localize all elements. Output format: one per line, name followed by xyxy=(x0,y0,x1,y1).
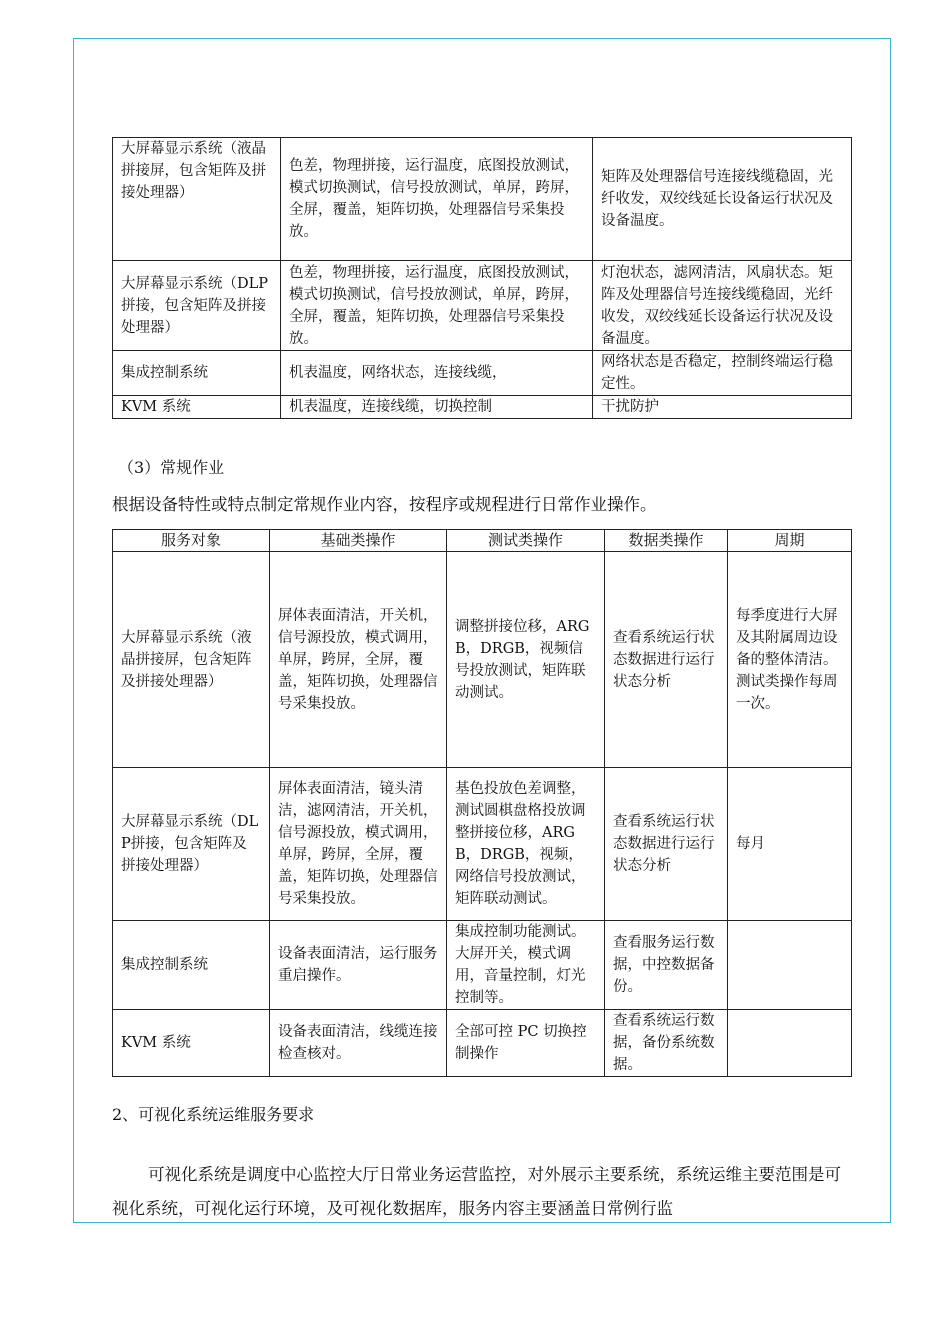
table-cell: 屏体表面清洁，镜头清洁，滤网清洁，开关机，信号源投放，模式调用，单屏，跨屏，全屏，覆盖，矩阵切换，处理器信号采集投放。 xyxy=(270,768,447,921)
section-heading: （3）常规作业 xyxy=(118,458,225,477)
column-header: 数据类操作 xyxy=(605,530,728,552)
table-cell: 矩阵及处理器信号连接线缆稳固，光纤收发，双绞线延长设备运行状况及设备温度。 xyxy=(593,138,852,261)
table-cell: 屏体表面清洁，开关机，信号源投放，模式调用，单屏，跨屏，全屏，覆盖，矩阵切换，处理器信号采集投放。 xyxy=(270,552,447,768)
table-row xyxy=(113,1010,852,1077)
table-cell: 色差，物理拼接，运行温度，底图投放测试，模式切换测试，信号投放测试，单屏，跨屏，全屏，覆盖，矩阵切换，处理器信号采集投放。 xyxy=(281,261,593,351)
table-cell xyxy=(728,921,852,1010)
table-cell: 大屏幕显示系统（DLP 拼接，包含矩阵及拼接处理器） xyxy=(113,261,281,351)
table-cell: 干扰防护 xyxy=(593,396,852,419)
table-cell: 大屏幕显示系统（液晶拼接屏，包含矩阵及拼接处理器） xyxy=(113,138,281,261)
table-row xyxy=(113,396,852,419)
table-cell: KVM 系统 xyxy=(113,396,281,419)
table-cell: 全部可控 PC 切换控制操作 xyxy=(447,1010,605,1077)
table-cell: 集成控制系统 xyxy=(113,921,270,1010)
table-row xyxy=(113,552,852,768)
column-header: 周期 xyxy=(728,530,852,552)
body-paragraph: 可视化系统是调度中心监控大厅日常业务运营监控，对外展示主要系统，系统运维主要范围是可视化系统，可视化运行环境，及可视化数据库，服务内容主要涵盖日常例行监 xyxy=(112,1165,841,1218)
table-cell: 集成控制系统 xyxy=(113,351,281,396)
table-cell: KVM 系统 xyxy=(113,1010,270,1077)
table-row xyxy=(113,768,852,921)
table-cell: 机表温度，连接线缆，切换控制 xyxy=(281,396,593,419)
column-header: 测试类操作 xyxy=(447,530,605,552)
table-cell: 每月 xyxy=(728,768,852,921)
table-cell: 网络状态是否稳定，控制终端运行稳定性。 xyxy=(593,351,852,396)
table-cell: 调整拼接位移，ARGB，DRGB，视频信号投放测试，矩阵联动测试。 xyxy=(447,552,605,768)
table-cell: 基色投放色差调整，测试圆棋盘格投放调整拼接位移，ARGB，DRGB，视频，网络信号投放测试，矩阵联动测试。 xyxy=(447,768,605,921)
table-row xyxy=(113,921,852,1010)
column-header: 服务对象 xyxy=(113,530,270,552)
maintenance-table xyxy=(112,137,852,419)
section-heading: 2、可视化系统运维服务要求 xyxy=(112,1105,315,1124)
column-header: 基础类操作 xyxy=(270,530,447,552)
table-cell: 设备表面清洁，线缆连接检查核对。 xyxy=(270,1010,447,1077)
table-cell: 大屏幕显示系统（DLP拼接，包含矩阵及拼接处理器） xyxy=(113,768,270,921)
table-cell: 查看服务运行数据，中控数据备份。 xyxy=(605,921,728,1010)
table-cell: 大屏幕显示系统（液晶拼接屏，包含矩阵及拼接处理器） xyxy=(113,552,270,768)
table-cell: 色差，物理拼接，运行温度，底图投放测试，模式切换测试，信号投放测试，单屏，跨屏，全屏，覆盖，矩阵切换，处理器信号采集投放。 xyxy=(281,138,593,261)
table-cell: 查看系统运行状态数据进行运行状态分析 xyxy=(605,768,728,921)
table-header-row xyxy=(113,530,852,552)
table-cell: 每季度进行大屏及其附属周边设备的整体清洁。测试类操作每周一次。 xyxy=(728,552,852,768)
table-cell: 灯泡状态，滤网清洁，风扇状态。矩阵及处理器信号连接线缆稳固，光纤收发，双绞线延长设备运行状况及设备温度。 xyxy=(593,261,852,351)
table-cell: 查看系统运行状态数据进行运行状态分析 xyxy=(605,552,728,768)
table-cell: 机表温度，网络状态，连接线缆， xyxy=(281,351,593,396)
table-cell: 查看系统运行数据，备份系统数据。 xyxy=(605,1010,728,1077)
table-row xyxy=(113,351,852,396)
table-cell: 设备表面清洁，运行服务重启操作。 xyxy=(270,921,447,1010)
table-cell: 集成控制功能测试。大屏开关，模式调用，音量控制，灯光控制等。 xyxy=(447,921,605,1010)
section-intro: 根据设备特性或特点制定常规作业内容，按程序或规程进行日常作业操作。 xyxy=(112,495,657,514)
routine-operations-table xyxy=(112,529,852,1077)
table-cell xyxy=(728,1010,852,1077)
table-row xyxy=(113,261,852,351)
table-row xyxy=(113,138,852,261)
